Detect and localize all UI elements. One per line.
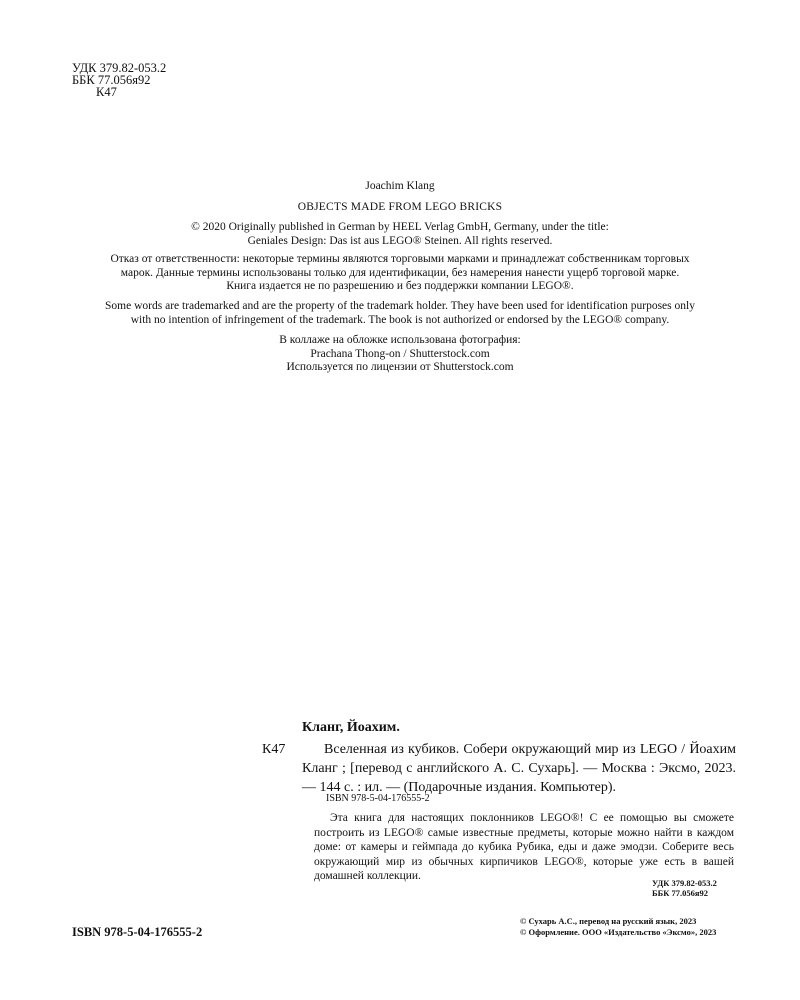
card-description: Вселенная из кубиков. Собери окружающий мир из LEGO / Йоахим Кланг ; [перевод с английского А. С. Сухарь]. — Москва : Эксмо, 2023. — 144 с. : ил. — (Подарочные издания. Компьютер). xyxy=(302,742,736,795)
disclaimer-ru xyxy=(60,253,740,294)
card-bbk: ББК 77.056я92 xyxy=(652,888,709,898)
udk-code: УДК 379.82-053.2 xyxy=(72,61,167,75)
original-copyright-line2: Geniales Design: Das ist aus LEGO® Steinen. All rights reserved. xyxy=(247,234,553,247)
card-isbn: ISBN 978-5-04-176555-2 xyxy=(326,793,430,804)
disclaimer-ru-line1: Отказ от ответственности: некоторые термины являются торговыми марками и принадлежат собственникам торговых xyxy=(110,253,690,265)
original-title: OBJECTS MADE FROM LEGO BRICKS xyxy=(297,200,503,213)
cover-credit-line1: В коллаже на обложке использована фотография: xyxy=(279,334,521,346)
disclaimer-ru-line2: марок. Данные термины использованы только для идентификации, без намерения нанести ущерб торговой марке. xyxy=(120,266,680,279)
card-author: Кланг, Йоахим. xyxy=(302,720,400,735)
disclaimer-en xyxy=(60,300,740,327)
original-edition-info xyxy=(60,180,740,248)
disclaimer-ru-line3: Книга издается не по разрешению и без поддержки компании LEGO®. xyxy=(226,280,574,292)
card-udk: УДК 379.82-053.2 xyxy=(652,878,717,888)
disclaimer-en-line1: Some words are trademarked and are the property of the trademark holder. They have been used for identification purposes only xyxy=(105,300,695,312)
author-mark: К47 xyxy=(96,85,117,99)
card-author-mark: К47 xyxy=(262,742,286,757)
copyrights xyxy=(520,916,716,937)
copyright-translation: © Сухарь А.С., перевод на русский язык, 2023 xyxy=(520,916,697,926)
card-classification xyxy=(652,878,717,898)
disclaimer-en-line2: with no intention of infringement of the trademark. The book is not authorized or endorsed by the LEGO® company. xyxy=(130,313,670,326)
card-annotation: Эта книга для настоящих поклонников LEGO®! С ее помощью вы сможете построить из LEGO® самые известные предметы, которые можно найти в каждом доме: от камеры и геймпада до кубика Рубика, еды и даже эмодзи. Соберите весь окружающий мир из обычных кирпичиков LEGO®, которые уже есть в вашей домашней коллекции. xyxy=(314,812,734,882)
isbn-bottom: ISBN 978-5-04-176555-2 xyxy=(72,925,203,939)
copyright-design: © Оформление. ООО «Издательство «Эксмо», 2023 xyxy=(520,926,717,937)
cover-credit-line2: Prachana Thong-on / Shutterstock.com xyxy=(310,347,490,360)
original-copyright-line1: © 2020 Originally published in German by HEEL Verlag GmbH, Germany, under the title: xyxy=(191,221,609,233)
bbk-code: ББК 77.056я92 xyxy=(72,73,151,87)
original-author: Joachim Klang xyxy=(365,180,435,192)
classification-top xyxy=(72,62,166,98)
cover-credit xyxy=(60,334,740,375)
cover-credit-line3: Используется по лицензии от Shutterstock.com xyxy=(286,361,514,373)
